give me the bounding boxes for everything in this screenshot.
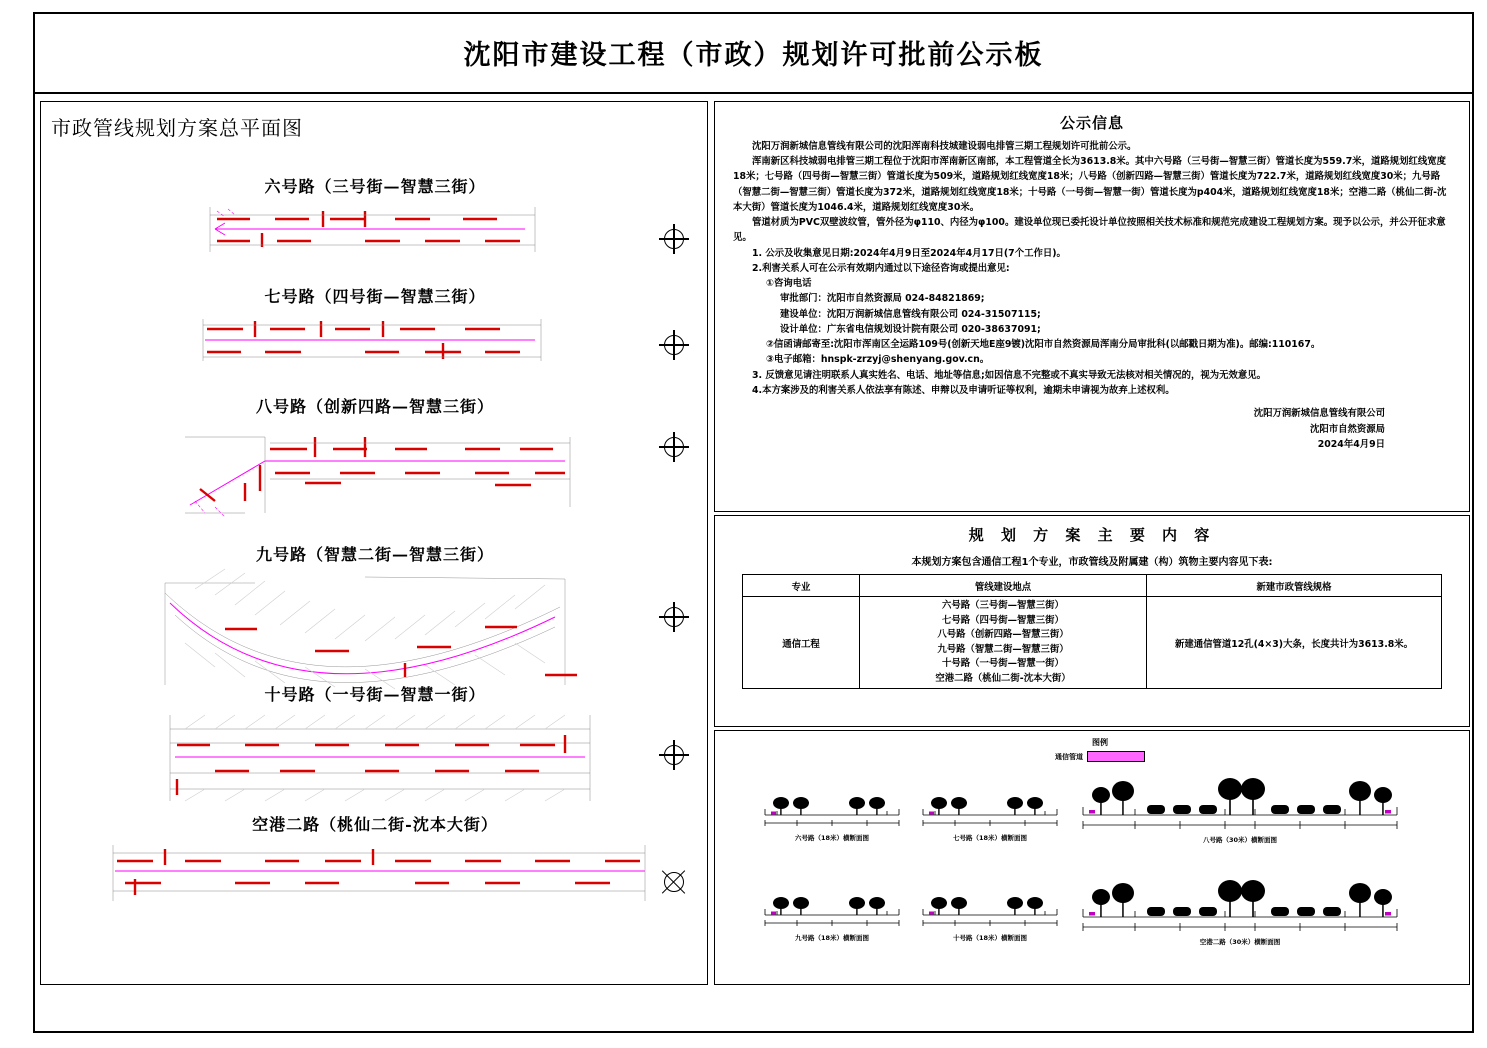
north-arrow-6: [659, 867, 689, 897]
plan-col-spec: 新建市政管线规格: [1147, 575, 1442, 597]
plan-location-5: 十号路（一号街—智慧一街）: [942, 658, 1064, 670]
cross-section-6: [1075, 861, 1405, 951]
legend-title: 图例: [1092, 738, 1108, 747]
cross-section-4: [757, 881, 907, 945]
plan-location-6: 空港二路（桃仙二街-沈本大街）: [935, 672, 1071, 684]
road-drawing-1: [65, 197, 685, 259]
north-arrow-2: [659, 330, 689, 360]
notice-phone-2: 建设单位：沈阳万润新城信息管线有限公司 024-31507115;: [780, 308, 1041, 320]
road-svg-1: [65, 197, 685, 259]
notice-paragraph-1: 沈阳万润新城信息管线有限公司的沈阳浑南科技城建设弱电排管三期工程规划许可批前公示。: [752, 141, 1137, 152]
signature-bureau: 沈阳市自然资源局: [1309, 423, 1385, 435]
cross-section-caption-1: 六号路（18米）横断面图: [794, 834, 870, 842]
road-block-5: [41, 682, 708, 815]
road-drawing-4: [65, 565, 685, 697]
plan-col-location: 管线建设地点: [860, 575, 1147, 597]
plan-location-1: 六号路（三号街—智慧三街）: [942, 600, 1064, 611]
notice-subitem-1: ①咨询电话: [766, 278, 812, 290]
notice-panel: [714, 101, 1470, 512]
road-block-1: [41, 174, 708, 259]
cross-section-svg-1: [757, 781, 907, 831]
road-drawing-3: [65, 417, 685, 527]
plan-location-3: 八号路（创新四路—智慧三街）: [937, 629, 1069, 641]
road-svg-5: [65, 705, 685, 815]
cross-section-caption-3: 八号路（30米）横断面图: [1202, 836, 1278, 844]
plan-location-2: 七号路（四号街—智慧三街）: [942, 614, 1064, 626]
north-arrow-1: [659, 224, 689, 254]
notice-body: [715, 133, 1469, 453]
cross-section-svg-4: [757, 881, 907, 931]
plan-table-header-row: [743, 575, 1442, 597]
signature-company: 沈阳万润新城信息管线有限公司: [1253, 407, 1385, 419]
cross-section-3: [1075, 759, 1405, 845]
cross-section-caption-6: 空港二路（30米）横断面图: [1199, 938, 1281, 946]
plan-col-specialty: 专业: [743, 575, 860, 597]
plan-subtitle: 本规划方案包含通信工程1个专业，市政管线及附属建（构）筑物主要内容见下表:: [911, 557, 1273, 568]
plan-location-4: 九号路（智慧二街—智慧三街）: [937, 643, 1069, 655]
road-label-4: 九号路（智慧二街—智慧三街）: [255, 545, 494, 564]
road-block-4: [41, 542, 708, 697]
notice-item-2: 2.利害关系人可在公示有效期内通过以下途径咨询或提出意见:: [752, 262, 1010, 274]
notice-paragraph-2: 浑南新区科技城弱电排管三期工程位于沈阳市浑南新区南部，本工程管道全长为3613.8米。其中六号路（三号街—智慧三街）管道长度为559.7米，道路规划红线宽度18米；七号路（四号街—智慧三街）管道长度为509米，道路规划红线宽度18米；八号路（创新四路—智慧三街）管道长度为722.7米，道路规划红线宽度30米；九号路（智慧二街—智慧三街）管道长度为372米，道路规划红线宽度18米；十号路（一号街—智慧一街）管道长度为p404米，道路规划红线宽度18米；空港二路（桃仙二街-沈本大街）管道长度为1046.4米，道路规划红线宽度30米。: [733, 156, 1447, 213]
road-svg-3: [65, 417, 685, 527]
road-block-3: [41, 394, 708, 527]
road-drawing-2: [65, 307, 685, 369]
notice-phone-1: 审批部门：沈阳市自然资源局 024-84821869;: [780, 293, 985, 305]
road-drawing-6: [65, 835, 685, 915]
cross-section-svg-2: [915, 781, 1065, 831]
road-svg-6: [65, 835, 685, 915]
cross-section-svg-6: [1075, 861, 1405, 935]
cross-section-1: [757, 781, 907, 845]
cross-section-caption-4: 九号路（18米）横断面图: [794, 934, 870, 942]
road-label-6: 空港二路（桃仙二街-沈本大街）: [252, 815, 498, 834]
notice-subitem-3: ③电子邮箱：hnspk-zrzyj@shenyang.gov.cn。: [766, 354, 990, 366]
plan-heading: 规 划 方 案 主 要 内 容: [968, 526, 1216, 544]
notice-signature: [733, 406, 1453, 453]
plan-cell-locations: [860, 597, 1147, 689]
road-svg-4: [65, 565, 685, 697]
cross-section-caption-2: 七号路（18米）横断面图: [952, 834, 1028, 842]
notice-heading: 公示信息: [1059, 114, 1124, 132]
road-label-1: 六号路（三号街—智慧三街）: [264, 177, 486, 196]
board-title-bar: [33, 12, 1474, 94]
legend-label: 通信管道: [1055, 752, 1083, 761]
north-arrow-3: [659, 432, 689, 462]
site-plan-title: 市政管线规划方案总平面图: [51, 116, 303, 140]
plan-cell-spec: 新建通信管道12孔(4×3)大条，长度共计为3613.8米。: [1147, 597, 1442, 689]
notice-phone-3: 设计单位：广东省电信规划设计院有限公司 020-38637091;: [780, 323, 1041, 335]
north-arrow-4: [659, 602, 689, 632]
road-label-5: 十号路（一号街—智慧一街）: [264, 685, 486, 704]
road-svg-2: [65, 307, 685, 369]
north-arrow-5: [659, 740, 689, 770]
site-plan-panel: [40, 101, 708, 985]
cross-section-svg-3: [1075, 759, 1405, 833]
road-block-2: [41, 284, 708, 369]
cross-section-svg-5: [915, 881, 1065, 931]
road-label-3: 八号路（创新四路—智慧三街）: [255, 397, 494, 416]
notice-subitem-2: ②信函请邮寄至:沈阳市浑南区全运路109号(创新天地E座9镀)沈阳市自然资源局浑南分局审批科(以邮戳日期为准)。邮编:110167。: [766, 339, 1321, 351]
notice-paragraph-3: 管道材质为PVC双壁波纹管，管外径为φ110、内径为φ100。建设单位现已委托设计单位按照相关技术标准和规范完成建设工程规划方案。现予以公示，并公开征求意见。: [733, 217, 1446, 244]
plan-table: [742, 574, 1442, 689]
cross-sections-panel: [714, 730, 1470, 985]
cross-section-caption-5: 十号路（18米）横断面图: [952, 934, 1028, 942]
road-block-6: [41, 812, 708, 915]
notice-item-4: 4.本方案涉及的利害关系人依法享有陈述、申辩以及申请听证等权利，逾期未申请视为故弃上述权利。: [752, 384, 1175, 396]
plan-summary-panel: [714, 515, 1470, 727]
plan-cell-specialty: 通信工程: [743, 597, 860, 689]
cross-section-5: [915, 881, 1065, 945]
road-drawing-5: [65, 705, 685, 815]
road-label-2: 七号路（四号街—智慧三街）: [264, 287, 486, 306]
page-title: 沈阳市建设工程（市政）规划许可批前公示板: [463, 39, 1044, 71]
notice-item-3: 3. 反馈意见请注明联系人真实姓名、电话、地址等信息;如因信息不完整或不真实导致无法核对相关情况的，视为无效意见。: [752, 369, 1266, 381]
cross-section-2: [915, 781, 1065, 845]
notice-item-1: 1. 公示及收集意见日期:2024年4月9日至2024年4月17日(7个工作日)。: [752, 247, 1066, 259]
signature-date: 2024年4月9日: [1317, 439, 1385, 451]
table-row: [743, 597, 1442, 689]
